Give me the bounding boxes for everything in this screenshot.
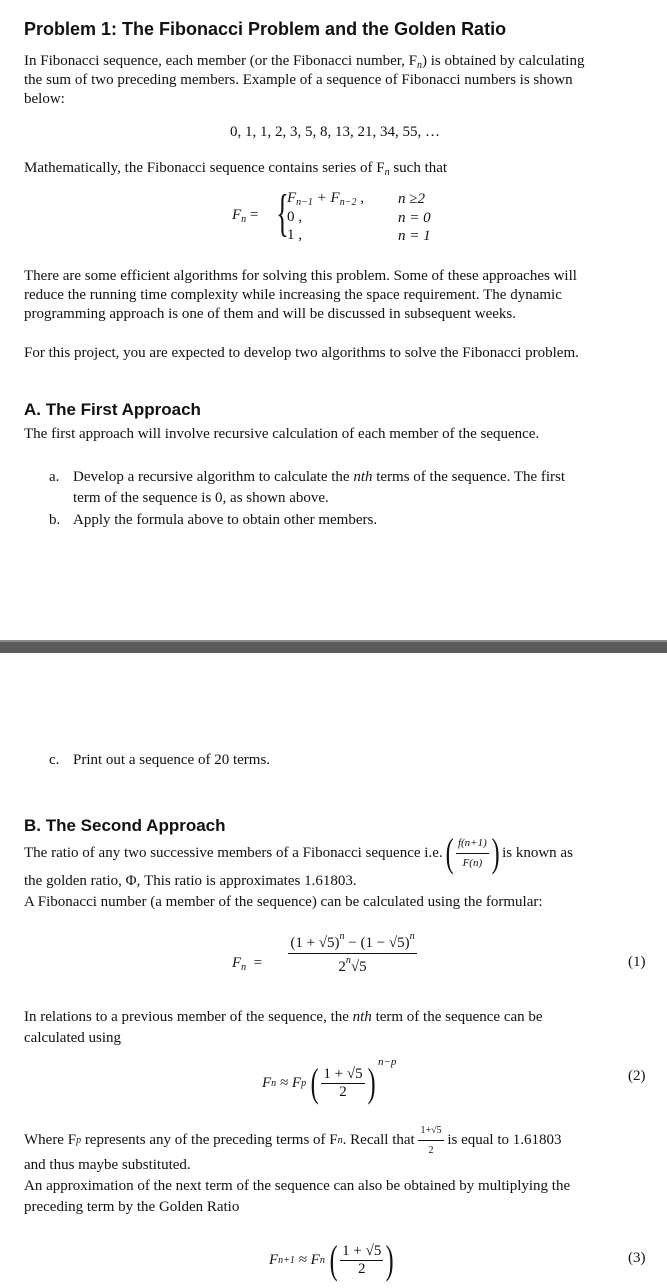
where-sub: p (76, 1134, 82, 1146)
relation-text-end: term of the sequence can be (371, 1009, 543, 1025)
ratio-text-end: is known as (502, 844, 573, 861)
ratio-text: The ratio of any two successive members of a Fibonacci sequence i.e. (24, 844, 443, 861)
intro-line-3: below: (24, 91, 65, 107)
piecewise-equals: = (249, 207, 259, 223)
eq3-sub: n+1 (278, 1254, 295, 1266)
eq2-exponent: n−p (377, 1056, 397, 1068)
where-frac-den: 2 (428, 1144, 434, 1156)
eq1-den-sup: n (345, 955, 351, 966)
section-b-heading: B. The Second Approach (24, 816, 226, 835)
eq2-sub: n (271, 1077, 277, 1089)
eq1-denominator (338, 954, 366, 976)
relation-line-2: calculated using (24, 1030, 122, 1046)
eq3-fraction (340, 1243, 383, 1278)
eq1-number: (1) (628, 954, 646, 970)
list-marker-a: a. (49, 469, 60, 485)
eq3-f: F (269, 1251, 279, 1268)
eq1-num-b: − (1 − √5) (344, 935, 410, 951)
piecewise-case-2: 0 , (287, 209, 302, 225)
formular-line: A Fibonacci number (a member of the sequence) can be calculated using the formular: (24, 894, 543, 910)
where-line-2: and thus maybe substituted. (24, 1157, 191, 1173)
eq1-den-b: √5 (350, 959, 367, 975)
list-item-a-line-1 (73, 468, 565, 487)
where-fraction (418, 1121, 443, 1160)
case1-f: F (287, 190, 297, 206)
eq2-numerator: 1 + √5 (323, 1065, 363, 1082)
document-page-1 (0, 0, 667, 640)
problem-title: Problem 1: The Fibonacci Problem and the Golden Ratio (24, 19, 507, 39)
intro-text-end: ) is obtained by calculating (422, 53, 585, 69)
case1-sub2: n−2 (339, 197, 357, 208)
math-intro-subscript: n (384, 167, 390, 178)
eq3-paren-close: ) (386, 1237, 395, 1282)
item-a-text-end: terms of the sequence. The first (372, 469, 566, 485)
piecewise-lhs (232, 207, 258, 225)
piecewise-cond-1: n ≥2 (398, 191, 425, 207)
eq2-paren-open: ( (310, 1060, 319, 1105)
ratio-paren-open: ( (445, 830, 454, 875)
eq2-number: (2) (628, 1068, 646, 1084)
eq2-paren-close: ) (367, 1060, 376, 1105)
math-intro-text: Mathematically, the Fibonacci sequence contains series of F (24, 160, 385, 176)
eq3-numerator: 1 + √5 (342, 1242, 382, 1259)
piecewise-cond-3: n = 1 (398, 228, 431, 244)
eq2 (262, 1058, 396, 1108)
ratio-fraction (456, 834, 489, 873)
ratio-line-2: the golden ratio, Φ, This ratio is approximates 1.61803. (24, 873, 357, 889)
efficient-line-1: There are some efficient algorithms for solving this problem. Some of these approaches will (24, 268, 577, 284)
list-marker-c: c. (49, 752, 60, 768)
case1-mid: + F (312, 190, 340, 206)
where-frac-num: 1+√5 (418, 1121, 443, 1141)
eq1-num-sup: n (339, 931, 345, 942)
eq2-fraction (321, 1066, 364, 1101)
section-a-heading: A. The First Approach (24, 400, 201, 419)
list-marker-b: b. (49, 512, 61, 528)
intro-line-2: the sum of two preceding members. Example of a sequence of Fibonacci numbers is shown (24, 72, 573, 88)
relation-italic: nth (352, 1009, 372, 1025)
list-item-a-line-2: term of the sequence is 0, as shown above. (73, 490, 329, 506)
math-intro-line (24, 159, 447, 182)
eq1-f: F (232, 955, 242, 971)
project-line: For this project, you are expected to develop two algorithms to solve the Fibonacci problem. (24, 345, 579, 361)
item-a-italic: nth (353, 469, 373, 485)
math-intro-end: such that (389, 160, 448, 176)
case1-end: , (356, 190, 364, 206)
where-line-1 (24, 1125, 562, 1155)
where-text-c: . Recall that (342, 1131, 419, 1148)
ratio-paren-close: ) (491, 830, 500, 875)
piecewise-case-3: 1 , (287, 227, 302, 243)
piecewise-lhs-sub: n (241, 214, 247, 225)
eq1-fraction (270, 931, 435, 976)
item-a-text: Develop a recursive algorithm to calculate the (73, 469, 354, 485)
eq1-numerator (288, 931, 416, 954)
case1-sub: n−1 (296, 197, 313, 208)
eq1-den-a: 2 (338, 959, 346, 975)
where-text-b: represents any of the preceding terms of F (81, 1131, 338, 1148)
eq2-f: F (262, 1074, 272, 1091)
where-sub2: n (337, 1134, 343, 1146)
eq3-denominator: 2 (358, 1260, 366, 1277)
relation-text: In relations to a previous member of the sequence, the (24, 1009, 353, 1025)
eq3-paren-open: ( (329, 1237, 338, 1282)
relation-line-1 (24, 1008, 543, 1027)
document-page-2 (0, 653, 667, 1288)
eq2-approx: ≈ F (276, 1074, 302, 1091)
fibonacci-sequence: 0, 1, 1, 2, 3, 5, 8, 13, 21, 34, 55, … (230, 124, 440, 140)
where-text: Where F (24, 1131, 77, 1148)
intro-text: In Fibonacci sequence, each member (or the Fibonacci number, F (24, 53, 418, 69)
piecewise-case-1 (287, 190, 364, 208)
efficient-line-2: reduce the running time complexity while increasing the space requirement. The dynamic (24, 287, 562, 303)
left-brace: { (276, 185, 289, 242)
eq1-lhs: $F_n$ = (232, 955, 263, 973)
list-item-c: Print out a sequence of 20 terms. (73, 752, 271, 768)
ratio-line-1 (24, 830, 573, 875)
ratio-numerator: f(n+1) (456, 834, 489, 854)
eq3-approx: ≈ F (294, 1251, 320, 1268)
eq3-number: (3) (628, 1250, 646, 1266)
where-text-d: is equal to 1.61803 (443, 1131, 562, 1148)
section-a-desc: The first approach will involve recursive calculation of each member of the sequence. (24, 426, 540, 442)
piecewise-cond-2: n = 0 (398, 210, 431, 226)
piecewise-lhs-symbol: F (232, 207, 242, 223)
eq2-approx-sub: p (301, 1077, 307, 1089)
approx-line-2: preceding term by the Golden Ratio (24, 1199, 240, 1215)
ratio-denominator: F(n) (462, 856, 483, 869)
eq1-num-a: (1 + √5) (290, 935, 340, 951)
eq1-num-sup2: n (409, 931, 415, 942)
eq1-sub: n (241, 962, 247, 973)
intro-subscript: n (417, 60, 423, 71)
eq2-denominator: 2 (339, 1083, 347, 1100)
approx-line-1: An approximation of the next term of the sequence can also be obtained by multiplying the (24, 1178, 571, 1194)
page-divider (0, 640, 667, 653)
list-item-b: Apply the formula above to obtain other members. (73, 512, 378, 528)
eq3 (269, 1235, 397, 1285)
eq3-approx-sub: n (319, 1254, 325, 1266)
efficient-line-3: programming approach is one of them and will be discussed in subsequent weeks. (24, 306, 516, 322)
